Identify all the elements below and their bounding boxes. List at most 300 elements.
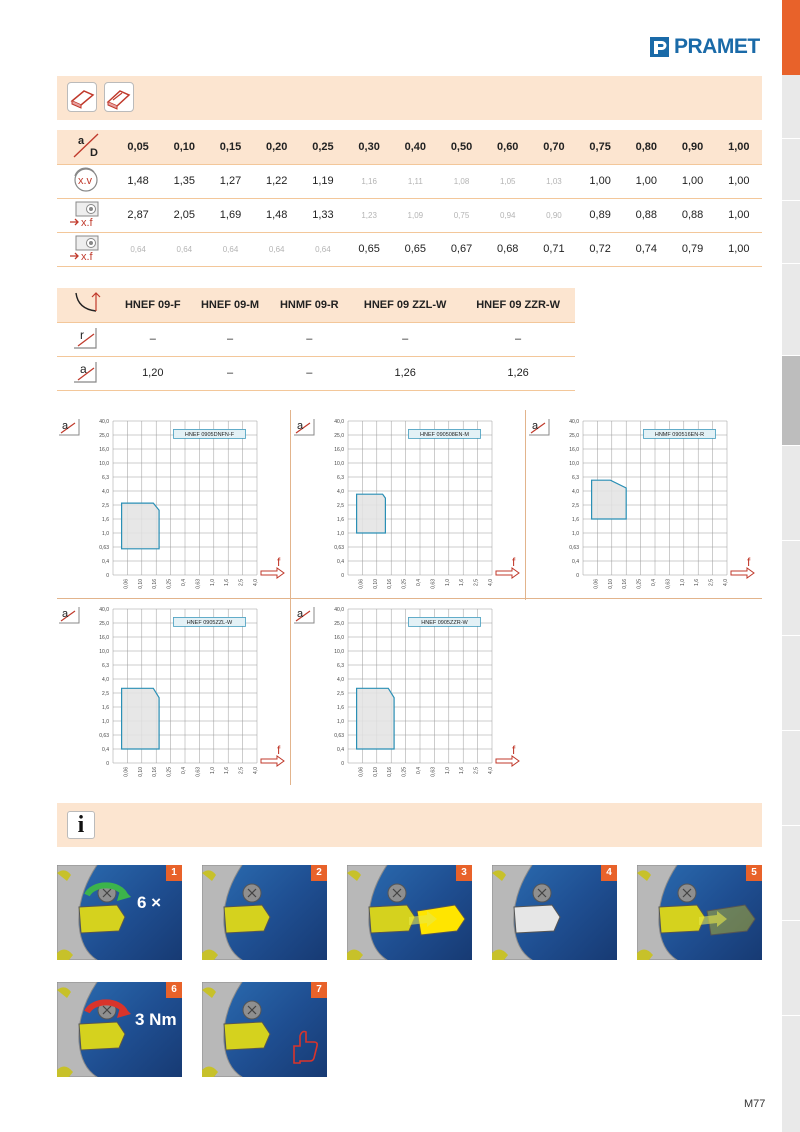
y-tick-label: 10,0 bbox=[334, 649, 344, 655]
chip-breaker-chart bbox=[57, 603, 287, 788]
table-cell: – bbox=[349, 322, 461, 356]
y-tick-label: 1,0 bbox=[337, 719, 344, 725]
depth-of-cut-axis-icon bbox=[529, 419, 549, 435]
chart-title: HNEF 0905ZZR-W bbox=[421, 619, 468, 626]
y-tick-label: 16,0 bbox=[334, 447, 344, 453]
y-tick-label: 25,0 bbox=[334, 621, 344, 627]
row-symbol: a bbox=[80, 361, 87, 376]
y-tick-label: 1,6 bbox=[572, 517, 579, 523]
chart-title-box bbox=[173, 617, 245, 626]
x-tick-label: 4,0 bbox=[253, 767, 259, 774]
table-cell: 0,67 bbox=[438, 232, 484, 266]
table-cell: 1,23 bbox=[346, 198, 392, 232]
assembly-step-5 bbox=[637, 865, 762, 960]
table-cell: 1,26 bbox=[461, 356, 575, 390]
y-tick-label: 0,4 bbox=[337, 559, 344, 565]
table-cell: 1,00 bbox=[577, 164, 623, 198]
table-cell: 1,26 bbox=[349, 356, 461, 390]
column-header: 0,50 bbox=[438, 130, 484, 164]
table-row bbox=[57, 232, 762, 266]
table-cell: – bbox=[461, 322, 575, 356]
y-tick-label: 1,6 bbox=[337, 705, 344, 711]
depth-of-cut-icon bbox=[66, 358, 106, 386]
table-cell: 0,94 bbox=[485, 198, 531, 232]
insert-seat-icon bbox=[202, 865, 327, 960]
table-cell: 0,64 bbox=[254, 232, 300, 266]
index-divider bbox=[782, 445, 800, 446]
brand-logo-text: PRAMET bbox=[674, 35, 760, 58]
insert-place-icon bbox=[637, 865, 762, 960]
row-icon-cell bbox=[57, 232, 115, 266]
x-tick-label: 2,5 bbox=[238, 767, 245, 774]
y-tick-label: 4,0 bbox=[572, 489, 579, 495]
x-tick-label: 2,5 bbox=[238, 579, 245, 586]
column-header: 0,75 bbox=[577, 130, 623, 164]
y-tick-label: 4,0 bbox=[102, 677, 109, 683]
table-cell: 0,88 bbox=[669, 198, 715, 232]
header-icon-cell bbox=[57, 130, 115, 164]
x-tick-label: 1,0 bbox=[444, 767, 451, 774]
table-cell: 0,90 bbox=[531, 198, 577, 232]
thumbs-up-icon bbox=[202, 982, 327, 1077]
y-tick-label: 4,0 bbox=[102, 489, 109, 495]
application-area bbox=[357, 688, 395, 749]
row-symbol: r bbox=[80, 327, 84, 342]
x-tick-label: 1,0 bbox=[209, 579, 216, 586]
row-icon-cell bbox=[57, 198, 115, 232]
table-cell: 0,72 bbox=[577, 232, 623, 266]
face-milling-icon bbox=[67, 82, 97, 112]
y-tick-label: 0,63 bbox=[99, 733, 109, 739]
header-icon-cell bbox=[57, 288, 115, 322]
x-tick-label: 2,5 bbox=[708, 579, 715, 586]
table-row bbox=[57, 198, 762, 232]
corner-radius-icon bbox=[66, 324, 106, 352]
table-cell: 1,48 bbox=[115, 164, 161, 198]
chart-title: HNEF 0905ZZL-W bbox=[186, 619, 233, 626]
table-header-row bbox=[57, 130, 762, 164]
table-cell: 1,09 bbox=[392, 198, 438, 232]
step-number: 7 bbox=[311, 982, 327, 998]
y-tick-label: 25,0 bbox=[99, 621, 109, 627]
table-header-row bbox=[57, 288, 575, 322]
table-cell: 1,27 bbox=[207, 164, 253, 198]
chart-title-box bbox=[408, 429, 480, 438]
y-tick-label: 4,0 bbox=[337, 677, 344, 683]
x-tick-label: 1,0 bbox=[679, 579, 686, 586]
table-cell: 0,68 bbox=[485, 232, 531, 266]
step-number: 2 bbox=[311, 865, 327, 881]
column-header: HNEF 09-M bbox=[191, 288, 270, 322]
brand-logo-mark-icon bbox=[650, 36, 670, 58]
y-tick-label: 1,0 bbox=[102, 719, 109, 725]
x-tick-label: 0,63 bbox=[430, 767, 437, 777]
column-header: HNEF 09 ZZR-W bbox=[461, 288, 575, 322]
x-tick-label: 2,5 bbox=[473, 579, 480, 586]
speed-factor-symbol: x.v bbox=[78, 174, 93, 187]
page-index-strip bbox=[782, 0, 800, 1132]
x-tick-label: 0,16 bbox=[387, 579, 394, 589]
chip-breaker-chart bbox=[292, 603, 522, 788]
y-tick-label: 10,0 bbox=[334, 461, 344, 467]
column-header: 1,00 bbox=[716, 130, 762, 164]
y-axis-label: a bbox=[297, 420, 304, 432]
table-cell: 1,03 bbox=[531, 164, 577, 198]
x-tick-label: 0,25 bbox=[636, 579, 643, 589]
y-tick-label: 40,0 bbox=[99, 607, 109, 613]
assembly-step-2 bbox=[202, 865, 327, 960]
index-divider bbox=[782, 200, 800, 201]
insert-geometry-table bbox=[57, 288, 575, 391]
table-cell: 0,64 bbox=[207, 232, 253, 266]
x-tick-label: 0,25 bbox=[401, 579, 408, 589]
feed-axis-arrow-icon bbox=[496, 743, 519, 766]
index-tab-active bbox=[782, 0, 800, 75]
x-tick-label: 0,06 bbox=[593, 579, 600, 589]
table-cell: 1,11 bbox=[392, 164, 438, 198]
x-tick-label: 0,25 bbox=[166, 579, 173, 589]
feed-axis-arrow-icon bbox=[261, 743, 284, 766]
depth-of-cut-axis-icon bbox=[59, 607, 79, 623]
y-tick-label: 25,0 bbox=[99, 433, 109, 439]
x-tick-label: 1,6 bbox=[224, 767, 231, 774]
x-tick-label: 0,4 bbox=[651, 579, 657, 586]
x-tick-label: 4,0 bbox=[488, 579, 494, 586]
x-tick-label: 0,10 bbox=[607, 579, 614, 589]
ap-over-d-icon bbox=[66, 131, 106, 159]
column-header: 0,60 bbox=[485, 130, 531, 164]
x-tick-label: 0,06 bbox=[123, 579, 130, 589]
feed-axis-arrow-icon bbox=[496, 555, 519, 578]
y-tick-label: 40,0 bbox=[99, 419, 109, 425]
chart-svg bbox=[57, 415, 287, 595]
table-cell: – bbox=[269, 322, 349, 356]
feed-factor-symbol: x.f bbox=[81, 250, 93, 262]
x-axis-label: f bbox=[747, 555, 751, 569]
index-divider bbox=[782, 920, 800, 921]
index-divider bbox=[782, 540, 800, 541]
table-cell: 1,00 bbox=[716, 164, 762, 198]
chart-svg bbox=[292, 415, 522, 595]
cutting-conditions-table bbox=[57, 130, 762, 267]
x-tick-label: 0,4 bbox=[416, 579, 422, 586]
index-divider bbox=[782, 825, 800, 826]
x-tick-label: 0,63 bbox=[665, 579, 672, 589]
index-divider bbox=[782, 138, 800, 139]
y-tick-label: 40,0 bbox=[569, 419, 579, 425]
x-tick-label: 1,6 bbox=[459, 579, 466, 586]
y-tick-label: 40,0 bbox=[334, 607, 344, 613]
application-area bbox=[122, 503, 160, 549]
chart-title: HNEF 090508EN-M bbox=[420, 431, 469, 438]
row-icon-cell bbox=[57, 322, 115, 356]
table-cell: – bbox=[269, 356, 349, 390]
assembly-step-1 bbox=[57, 865, 182, 960]
y-tick-label: 0,4 bbox=[337, 747, 344, 753]
step-caption: 6 × bbox=[137, 893, 162, 912]
chart-divider bbox=[57, 598, 762, 599]
feed-factor-symbol: x.f bbox=[81, 216, 93, 228]
x-tick-label: 0,25 bbox=[401, 767, 408, 777]
x-tick-label: 0,63 bbox=[430, 579, 437, 589]
chip-breaker-chart bbox=[292, 415, 522, 600]
ap-symbol: a bbox=[78, 135, 85, 148]
y-tick-label: 6,3 bbox=[337, 475, 344, 481]
step-number: 6 bbox=[166, 982, 182, 998]
feed-axis-arrow-icon bbox=[731, 555, 754, 578]
feed-axis-arrow-icon bbox=[261, 555, 284, 578]
table-cell: 1,08 bbox=[438, 164, 484, 198]
table-row bbox=[57, 164, 762, 198]
info-icon: i bbox=[67, 811, 95, 839]
y-tick-label: 40,0 bbox=[334, 419, 344, 425]
x-tick-label: 0,63 bbox=[195, 579, 202, 589]
y-tick-label: 0,4 bbox=[572, 559, 579, 565]
y-tick-label: 16,0 bbox=[99, 635, 109, 641]
table-cell: 0,71 bbox=[531, 232, 577, 266]
chip-breaker-chart bbox=[527, 415, 757, 600]
y-tick-label: 16,0 bbox=[569, 447, 579, 453]
y-tick-label: 0 bbox=[106, 761, 109, 767]
assembly-step-3 bbox=[347, 865, 472, 960]
table-cell: 0,64 bbox=[115, 232, 161, 266]
y-tick-label: 2,5 bbox=[337, 691, 344, 697]
column-header: 0,90 bbox=[669, 130, 715, 164]
depth-of-cut-axis-icon bbox=[294, 607, 314, 623]
table-row bbox=[57, 322, 575, 356]
table-cell: 0,64 bbox=[300, 232, 346, 266]
x-tick-label: 0,06 bbox=[123, 767, 130, 777]
y-axis-label: a bbox=[297, 608, 304, 620]
x-tick-label: 0,16 bbox=[152, 579, 159, 589]
y-tick-label: 0 bbox=[106, 573, 109, 579]
application-area bbox=[122, 688, 160, 749]
y-tick-label: 0 bbox=[341, 573, 344, 579]
step-number: 3 bbox=[456, 865, 472, 881]
diameter-symbol: D bbox=[90, 147, 98, 160]
y-tick-label: 10,0 bbox=[99, 649, 109, 655]
assembly-step-4 bbox=[492, 865, 617, 960]
x-tick-label: 0,06 bbox=[358, 579, 365, 589]
y-tick-label: 6,3 bbox=[102, 475, 109, 481]
x-axis-label: f bbox=[277, 555, 281, 569]
y-tick-label: 1,0 bbox=[102, 531, 109, 537]
x-tick-label: 4,0 bbox=[488, 767, 494, 774]
chip-breaker-chart bbox=[57, 415, 287, 600]
chart-title: HNMF 090516EN-R bbox=[654, 431, 705, 438]
x-axis-label: f bbox=[277, 743, 281, 757]
x-tick-label: 0,4 bbox=[181, 767, 187, 774]
table-cell: 1,35 bbox=[161, 164, 207, 198]
chart-title-box bbox=[173, 429, 245, 438]
y-tick-label: 0,63 bbox=[99, 545, 109, 551]
depth-of-cut-axis-icon bbox=[294, 419, 314, 435]
y-tick-label: 6,3 bbox=[102, 663, 109, 669]
y-tick-label: 2,5 bbox=[572, 503, 579, 509]
chart-title: HNEF 0905DNFN-F bbox=[184, 431, 235, 438]
x-tick-label: 0,4 bbox=[181, 579, 187, 586]
shoulder-milling-icon bbox=[104, 82, 134, 112]
column-header: 0,05 bbox=[115, 130, 161, 164]
table-cell: – bbox=[191, 322, 270, 356]
table-cell: 2,87 bbox=[115, 198, 161, 232]
page-number: M77 bbox=[744, 1098, 766, 1110]
y-tick-label: 2,5 bbox=[337, 503, 344, 509]
y-tick-label: 10,0 bbox=[569, 461, 579, 467]
brand-logo bbox=[650, 36, 765, 58]
x-tick-label: 1,0 bbox=[444, 579, 451, 586]
table-cell: 1,48 bbox=[254, 198, 300, 232]
x-tick-label: 2,5 bbox=[473, 767, 480, 774]
y-tick-label: 6,3 bbox=[572, 475, 579, 481]
step-number: 4 bbox=[601, 865, 617, 881]
table-cell: 2,05 bbox=[161, 198, 207, 232]
x-tick-label: 0,06 bbox=[358, 767, 365, 777]
index-divider bbox=[782, 263, 800, 264]
x-tick-label: 0,16 bbox=[152, 767, 159, 777]
y-tick-label: 0 bbox=[341, 761, 344, 767]
table-cell: 1,16 bbox=[346, 164, 392, 198]
x-tick-label: 1,6 bbox=[694, 579, 701, 586]
y-tick-label: 1,6 bbox=[337, 517, 344, 523]
x-tick-label: 1,0 bbox=[209, 767, 216, 774]
table-cell: – bbox=[115, 322, 191, 356]
table-cell: 0,75 bbox=[438, 198, 484, 232]
y-tick-label: 0 bbox=[576, 573, 579, 579]
y-tick-label: 1,0 bbox=[572, 531, 579, 537]
index-divider bbox=[782, 355, 800, 356]
table-cell: 1,19 bbox=[300, 164, 346, 198]
feed-factor-icon bbox=[66, 200, 106, 228]
y-tick-label: 0,4 bbox=[102, 747, 109, 753]
application-area bbox=[592, 480, 627, 519]
info-band bbox=[57, 803, 762, 847]
y-tick-label: 1,0 bbox=[337, 531, 344, 537]
y-tick-label: 25,0 bbox=[334, 433, 344, 439]
table-cell: 0,89 bbox=[577, 198, 623, 232]
y-axis-label: a bbox=[62, 420, 69, 432]
y-tick-label: 1,6 bbox=[102, 705, 109, 711]
y-tick-label: 16,0 bbox=[99, 447, 109, 453]
x-axis-label: f bbox=[512, 555, 516, 569]
y-tick-label: 6,3 bbox=[337, 663, 344, 669]
step-caption: 3 Nm bbox=[135, 1010, 177, 1029]
table-cell: 1,00 bbox=[716, 198, 762, 232]
chart-svg bbox=[57, 603, 287, 783]
chart-title-box bbox=[408, 617, 480, 626]
step-number: 5 bbox=[746, 865, 762, 881]
x-tick-label: 0,4 bbox=[416, 767, 422, 774]
table-cell: 0,64 bbox=[161, 232, 207, 266]
table-cell: 1,22 bbox=[254, 164, 300, 198]
y-tick-label: 2,5 bbox=[102, 503, 109, 509]
y-tick-label: 2,5 bbox=[102, 691, 109, 697]
column-header: 0,40 bbox=[392, 130, 438, 164]
column-header: 0,20 bbox=[254, 130, 300, 164]
x-tick-label: 0,63 bbox=[195, 767, 202, 777]
index-tab-section bbox=[782, 355, 800, 445]
assembly-step-7 bbox=[202, 982, 327, 1077]
table-cell: – bbox=[191, 356, 270, 390]
table-cell: 0,65 bbox=[346, 232, 392, 266]
x-tick-label: 0,16 bbox=[622, 579, 629, 589]
table-cell: 0,65 bbox=[392, 232, 438, 266]
column-header: 0,15 bbox=[207, 130, 253, 164]
cutting-speed-factor-icon bbox=[66, 166, 106, 194]
y-tick-label: 0,63 bbox=[334, 545, 344, 551]
row-icon-cell bbox=[57, 356, 115, 390]
x-tick-label: 4,0 bbox=[253, 579, 259, 586]
assembly-step-6 bbox=[57, 982, 182, 1077]
column-header: 0,10 bbox=[161, 130, 207, 164]
x-tick-label: 1,6 bbox=[459, 767, 466, 774]
x-tick-label: 0,10 bbox=[137, 767, 144, 777]
y-tick-label: 0,63 bbox=[334, 733, 344, 739]
column-header: HNMF 09-R bbox=[269, 288, 349, 322]
y-axis-label: a bbox=[532, 420, 539, 432]
column-header: 0,70 bbox=[531, 130, 577, 164]
operation-band bbox=[57, 76, 762, 120]
y-tick-label: 10,0 bbox=[99, 461, 109, 467]
table-cell: 1,05 bbox=[485, 164, 531, 198]
y-tick-label: 4,0 bbox=[337, 489, 344, 495]
chart-svg bbox=[292, 603, 522, 783]
y-tick-label: 0,63 bbox=[569, 545, 579, 551]
index-divider bbox=[782, 635, 800, 636]
x-tick-label: 1,6 bbox=[224, 579, 231, 586]
y-tick-label: 0,4 bbox=[102, 559, 109, 565]
table-cell: 1,00 bbox=[623, 164, 669, 198]
index-divider bbox=[782, 1015, 800, 1016]
insert-edge-icon bbox=[66, 289, 106, 317]
feed-factor-round-icon bbox=[66, 234, 106, 262]
y-tick-label: 16,0 bbox=[334, 635, 344, 641]
table-cell: 1,69 bbox=[207, 198, 253, 232]
column-header: HNEF 09-F bbox=[115, 288, 191, 322]
y-tick-label: 25,0 bbox=[569, 433, 579, 439]
table-cell: 1,20 bbox=[115, 356, 191, 390]
x-tick-label: 0,10 bbox=[372, 767, 379, 777]
clean-seat-icon bbox=[492, 865, 617, 960]
depth-of-cut-axis-icon bbox=[59, 419, 79, 435]
x-tick-label: 0,10 bbox=[137, 579, 144, 589]
rotate-arrow-icon bbox=[57, 865, 182, 960]
application-area bbox=[357, 494, 386, 533]
chart-title-box bbox=[643, 429, 715, 438]
insert-remove-icon bbox=[347, 865, 472, 960]
table-cell: 0,74 bbox=[623, 232, 669, 266]
column-header: 0,80 bbox=[623, 130, 669, 164]
column-header: 0,30 bbox=[346, 130, 392, 164]
index-divider bbox=[782, 730, 800, 731]
x-tick-label: 4,0 bbox=[723, 579, 729, 586]
table-cell: 1,00 bbox=[716, 232, 762, 266]
x-axis-label: f bbox=[512, 743, 516, 757]
x-tick-label: 0,16 bbox=[387, 767, 394, 777]
chart-svg bbox=[527, 415, 757, 595]
table-cell: 0,88 bbox=[623, 198, 669, 232]
x-tick-label: 0,25 bbox=[166, 767, 173, 777]
table-row bbox=[57, 356, 575, 390]
column-header: HNEF 09 ZZL-W bbox=[349, 288, 461, 322]
column-header: 0,25 bbox=[300, 130, 346, 164]
table-cell: 1,00 bbox=[669, 164, 715, 198]
row-icon-cell bbox=[57, 164, 115, 198]
x-tick-label: 0,10 bbox=[372, 579, 379, 589]
step-number: 1 bbox=[166, 865, 182, 881]
chart-divider bbox=[525, 410, 526, 600]
y-tick-label: 1,6 bbox=[102, 517, 109, 523]
